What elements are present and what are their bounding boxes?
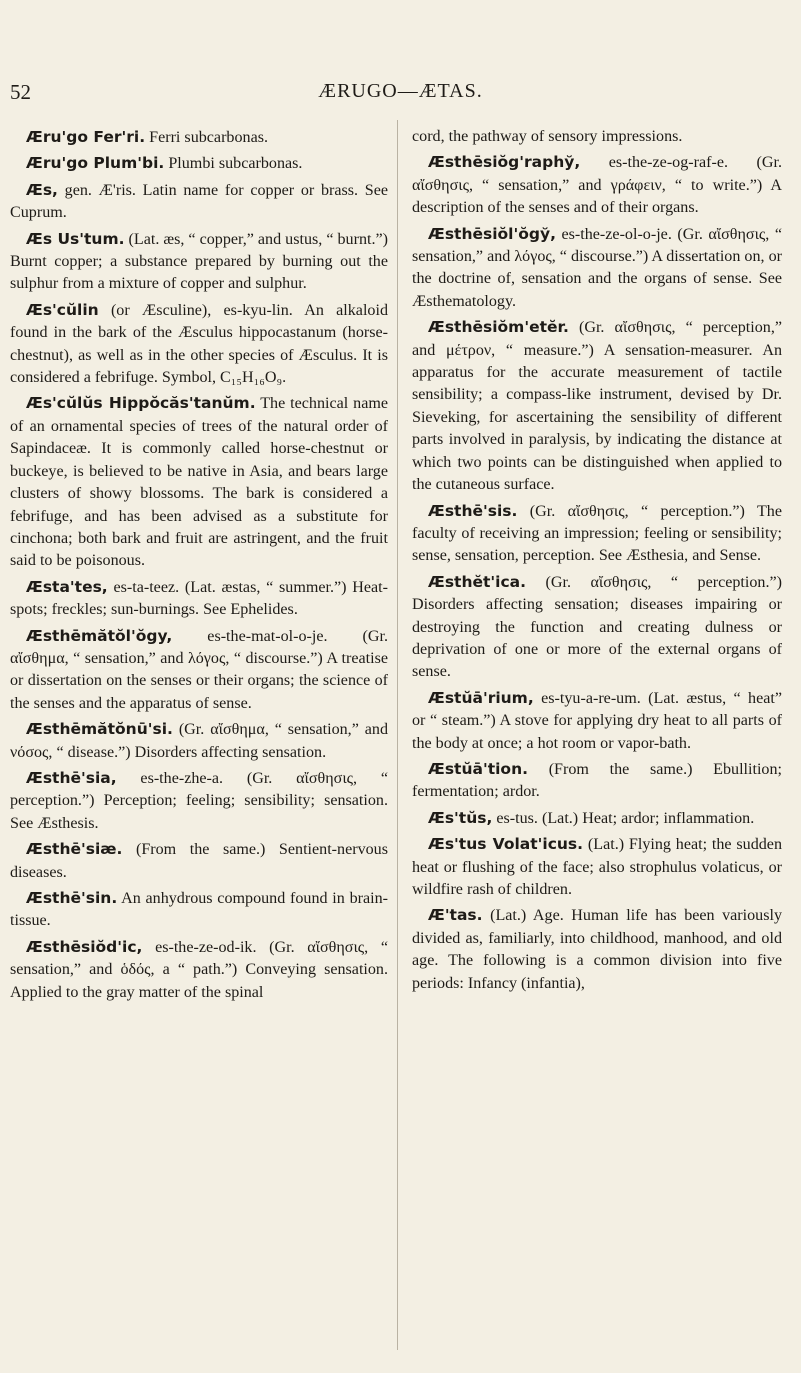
entry-definition: (Gr. αἴσθημα, “ sensation,” and νόσος, “ disease.”) Disorders affecting sensation.	[10, 721, 388, 761]
entry-definition: (Gr. αἴσθησις, “ perception.”) Disorders affecting sensation; diseases impairing or destroying the function and creating dulness or deprivation of one or more of the external organs of sense.	[412, 573, 782, 681]
entry-headword: Æs'tŭs,	[428, 808, 493, 827]
entry-headword: Æsta'tes,	[26, 577, 108, 596]
dictionary-entry	[10, 126, 388, 149]
entry-definition: (Lat.) Age. Human life has been variously divided as, familiarly, into childhood, manhood, and old age. The following is a common division into five periods: Infancy (infantia),	[412, 907, 783, 992]
entry-headword: Æs'cŭlin	[26, 300, 99, 319]
running-head: ÆRUGO—ÆTAS.	[318, 80, 483, 102]
entry-definition: es-the-zhe-a. (Gr. αἴσθησις, “ perception.”) Perception; feeling; sensibility; sensation. See Æsthesis.	[10, 769, 388, 832]
dictionary-entry	[412, 571, 782, 684]
entry-definition: Plumbi subcarbonas.	[168, 155, 303, 173]
dictionary-entry	[10, 625, 388, 716]
entry-headword: Æsthē'sia,	[26, 768, 117, 787]
entry-headword: Æsthēsiŏg'raphy̆,	[428, 153, 581, 172]
entry-definition: (Lat.) Flying heat; the sudden heat or flushing of the face; also strophulus volaticus, or wildfire rash of children.	[412, 836, 782, 898]
dictionary-entry	[412, 151, 782, 219]
dictionary-entry	[412, 904, 782, 995]
entry-headword: Æsthē'siæ.	[26, 840, 123, 859]
entry-definition: es-the-ze-og-raf-e. (Gr. αἴσθησις, “ sensation,” and γράφειν, “ to write.”) A description of the senses and of their organs.	[412, 154, 782, 217]
entry-headword: Æs'tus Volat'icus.	[428, 835, 584, 854]
entry-headword: Æsthēsiŏd'ic,	[26, 937, 143, 956]
dictionary-entry	[10, 179, 388, 225]
entry-definition: (Lat. æs, “ copper,” and ustus, “ burnt.”) Burnt copper; a substance prepared by burning out the sulphur from a mixture of copper and sulphur.	[10, 230, 388, 293]
entry-definition: (Gr. αἴσθησις, “ perception,” and μέτρον, “ measure.”) A sensation-measurer. An apparatus for the accurate measurement of tactile sensibility; a compass-like instrument, devised by Dr. Sieveking, for ascertaining the sensibility of different parts involved in paralysis, by indicating the distance at which two points can be distinguished when applied to the cutaneous surface.	[412, 319, 782, 494]
page-header	[0, 80, 801, 110]
entry-definition: es-tyu-a-re-um. (Lat. æstus, “ heat” or “ steam.”) A stove for applying dry heat to all parts of the body at once; a hot room or vapor-bath.	[412, 689, 782, 752]
dictionary-entry	[412, 758, 782, 804]
entry-headword: Æsthēmătŏnū'si.	[26, 720, 173, 739]
dictionary-entry	[10, 392, 388, 572]
entry-headword: Æ'tas.	[428, 906, 483, 925]
entry-definition: (or Æsculine), es-kyu-lin. An alkaloid found in the bark of the Æsculus hippocastanum (horse-chestnut), as well as in the other species of Æsculus. It is considered a febrifuge. Symbol, C₁₅H₁₆O₉.	[10, 301, 388, 387]
dictionary-entry	[412, 833, 782, 901]
entry-definition: es-the-ze-ol-o-je. (Gr. αἴσθησις, “ sensation,” and λόγος, “ discourse.”) A dissertation on, or the doctrine of, sensation and the organs of sense. See Æsthematology.	[412, 225, 782, 310]
entry-headword: Æru'go Plum'bi.	[26, 154, 165, 173]
entry-headword: Æsthēsiŏl'ŏgy̆,	[428, 224, 556, 243]
dictionary-entry	[10, 838, 388, 884]
entry-definition: The technical name of an ornamental species of trees of the natural order of Sapindaceæ. It is commonly called horse-chestnut or buckeye, is believed to be native in Asia, and bears large clusters of showy blossoms. The bark is considered a febrifuge, and has been advised as a substitute for cinchona; both bark and fruit are astringent, and the fruit said to be poisonous.	[10, 395, 388, 570]
dictionary-entry	[10, 718, 388, 764]
dictionary-entry	[10, 936, 388, 1004]
entry-headword: Æs Us'tum.	[26, 229, 125, 248]
entry-headword: Æsthēsiŏm'etĕr.	[428, 318, 569, 337]
dictionary-entry	[412, 807, 782, 830]
entry-definition: An anhydrous compound found in brain-tissue.	[10, 890, 388, 930]
entry-definition: es-tus. (Lat.) Heat; ardor; inflammation.	[496, 809, 755, 827]
entry-definition: gen. Æ'ris. Latin name for copper or brass. See Cuprum.	[10, 181, 388, 222]
entry-headword: Æstŭā'rium,	[428, 688, 534, 707]
dictionary-entry	[412, 316, 782, 496]
dictionary-entry	[412, 223, 782, 314]
dictionary-entry	[10, 576, 388, 622]
entry-definition: cord, the pathway of sensory impressions.	[412, 128, 683, 145]
entry-headword: Æsthēmătŏl'ŏgy,	[26, 626, 173, 645]
entry-definition: (From the same.) Ebullition; fermentation; ardor.	[412, 760, 782, 801]
dictionary-entry	[10, 767, 388, 835]
column-divider	[397, 120, 398, 1350]
dictionary-entry	[10, 228, 388, 296]
dictionary-entry	[10, 152, 388, 175]
dictionary-entry	[10, 299, 388, 390]
right-column	[412, 126, 782, 998]
entry-headword: Æsthĕt'ica.	[428, 572, 527, 591]
entry-definition: es-the-ze-od-ik. (Gr. αἴσθησις, “ sensation,” and ὁδός, a “ path.”) Conveying sensation. Applied to the gray matter of the spinal	[10, 938, 388, 1001]
entry-headword: Æru'go Fer'ri.	[26, 128, 146, 146]
entry-definition: Ferri subcarbonas.	[149, 129, 269, 146]
dictionary-entry	[412, 500, 782, 568]
entry-definition: es-the-mat-ol-o-je. (Gr. αἴσθημα, “ sensation,” and λόγος, “ discourse.”) A treatise or dissertation on the senses or their organs; the science of the senses and the apparatus of sense.	[10, 627, 388, 712]
entry-headword: Æstŭā'tion.	[428, 759, 528, 778]
entry-headword: Æs,	[26, 180, 58, 199]
page-number: 52	[10, 80, 31, 104]
dictionary-entry	[10, 887, 388, 933]
entry-headword: Æsthē'sis.	[428, 501, 518, 520]
dictionary-entry	[412, 126, 782, 148]
entry-headword: Æsthē'sin.	[26, 889, 118, 907]
entry-headword: Æs'cŭlŭs Hippŏcăs'tanŭm.	[26, 394, 256, 413]
entry-definition: (From the same.) Sentient-nervous diseases.	[10, 841, 388, 881]
dictionary-entry	[412, 687, 782, 755]
left-column	[10, 126, 388, 1007]
entry-definition: es-ta-teez. (Lat. æstas, “ summer.”) Heat-spots; freckles; sun-burnings. See Ephelides.	[10, 578, 388, 619]
entry-definition: (Gr. αἴσθησις, “ perception.”) The faculty of receiving an impression; feeling or sensibility; sense, sensation, perception. See Æsthesia, and Sense.	[412, 502, 782, 565]
